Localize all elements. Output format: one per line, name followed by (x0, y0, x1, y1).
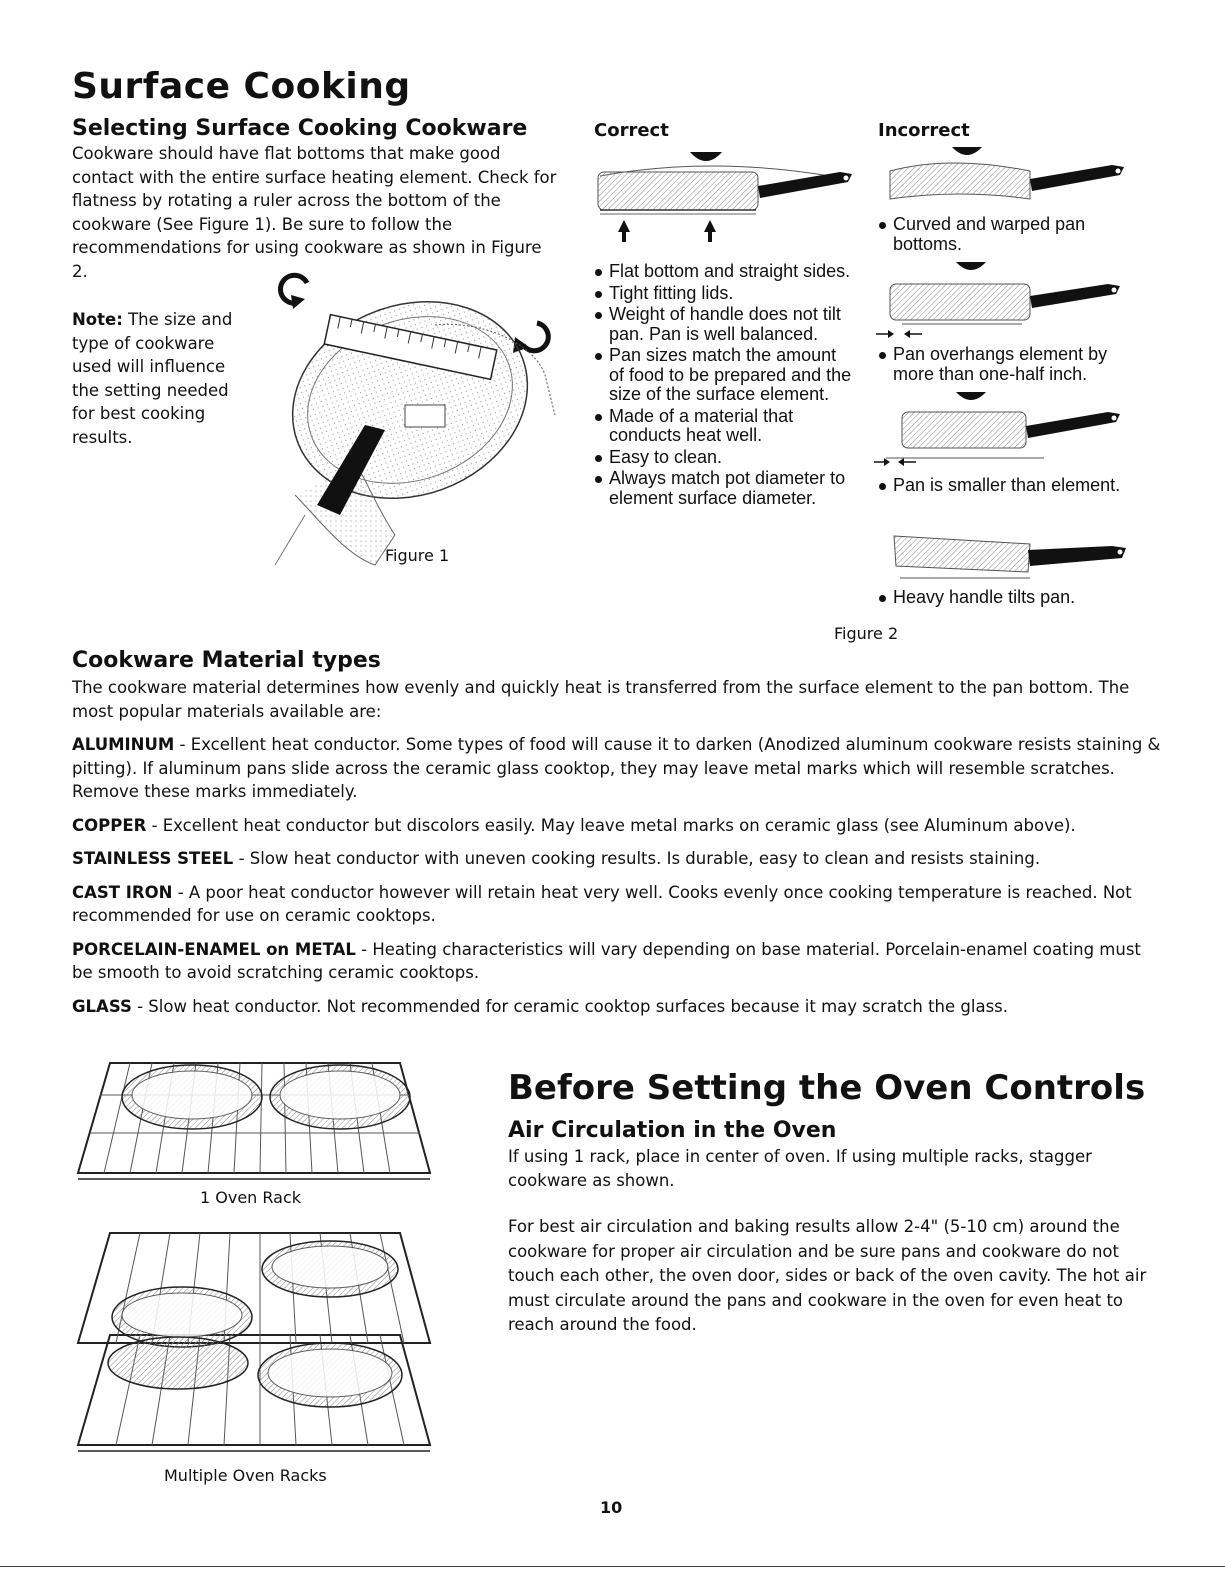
correct-item: Weight of handle does not tilt pan. Pan is well balanced. (594, 305, 856, 344)
note-block (72, 308, 247, 449)
material-name: CAST IRON (72, 882, 173, 902)
small-pan-illustration (872, 392, 1134, 472)
figure1-caption: Figure 1 (385, 546, 450, 565)
correct-item: Flat bottom and straight sides. (594, 262, 856, 282)
material-name: COPPER (72, 815, 147, 835)
material-name: GLASS (72, 996, 132, 1016)
figure1-ruler-illustration (255, 265, 565, 575)
selecting-paragraph: Cookware should have flat bottoms that make good contact with the entire surface heating element. Check for flatness by rotating a ruler across the bottom of the cookware (See Figure 1). Be sure to follow the recommendations for using cookware as shown in Figure 2. (72, 144, 557, 281)
tilting-pan-illustration (880, 530, 1135, 585)
section-heading-selecting-cookware: Selecting Surface Cooking Cookware (72, 116, 528, 141)
material-text: - Excellent heat conductor but discolors easily. May leave metal marks on ceramic glass (see Aluminum above). (151, 815, 1076, 835)
material-text: - Slow heat conductor with uneven cooking results. Is durable, easy to clean and resists staining. (238, 849, 1041, 868)
correct-item: Made of a material that conducts heat well. (594, 407, 856, 446)
note-text: The size and type of cookware used will influence the setting needed for best cooking results. (72, 310, 233, 447)
oven-section-title: Before Setting the Oven Controls (508, 1068, 1146, 1108)
incorrect-item-overhang (878, 345, 1143, 386)
correct-list (594, 262, 856, 510)
incorrect-item-warped (878, 215, 1128, 256)
air-circulation-paragraph-2: For best air circulation and baking results allow 2-4" (5-10 cm) around the cookware for proper air circulation and be sure pans and cookware do not touch each other, the oven door, sides or back of the oven cavity. The hot air must circulate around the pans and cookware in the oven for even heat to reach around the food. (508, 1217, 1147, 1334)
material-copper (72, 814, 1162, 838)
overhang-pan-illustration (872, 262, 1134, 342)
correct-item: Pan sizes match the amount of food to be prepared and the size of the surface element. (594, 346, 856, 405)
page-number: 10 (600, 1498, 623, 1517)
warped-pan-illustration (880, 145, 1140, 207)
material-text: - A poor heat conductor however will retain heat very well. Cooks evenly once cooking temperature is reached. Not recommended for use on ceramic cooktops. (72, 882, 1132, 925)
air-circulation-paragraph-1: If using 1 rack, place in center of oven. If using multiple racks, stagger cookware as shown. (508, 1147, 1092, 1190)
page-bottom-rule (0, 1566, 1225, 1567)
section-heading-materials: Cookware Material types (72, 648, 381, 673)
correct-item: Easy to clean. (594, 448, 856, 468)
material-stainless-steel (72, 847, 1162, 871)
material-glass (72, 995, 1162, 1019)
note-label: Note: (72, 310, 123, 329)
correct-item: Tight fitting lids. (594, 284, 856, 304)
multiple-racks-illustration (70, 1225, 440, 1460)
material-text: - Excellent heat conductor. Some types of food will cause it to darken (Anodized aluminum cookware resists staining & pitting). If aluminum pans slide across the ceramic glass cooktop, they may leave metal marks which will resemble scratches. Remove these marks immediately. (72, 735, 1161, 801)
material-cast-iron (72, 881, 1162, 928)
incorrect-label: Incorrect (878, 120, 970, 141)
materials-section (72, 676, 1162, 1028)
one-rack-caption: 1 Oven Rack (200, 1188, 302, 1207)
material-name: STAINLESS STEEL (72, 849, 234, 868)
incorrect-item: Pan overhangs element by more than one-half inch. (878, 345, 1143, 384)
incorrect-item-tilt (878, 588, 1128, 610)
incorrect-item: Pan is smaller than element. (878, 476, 1128, 496)
incorrect-item-small (878, 476, 1128, 498)
one-rack-illustration (70, 1055, 440, 1185)
material-name: PORCELAIN-ENAMEL on METAL (72, 939, 356, 959)
material-name: ALUMINUM (72, 735, 175, 754)
multiple-racks-caption: Multiple Oven Racks (164, 1466, 327, 1485)
correct-item: Always match pot diameter to element surface diameter. (594, 469, 856, 508)
materials-intro: The cookware material determines how evenly and quickly heat is transferred from the surface element to the pan bottom. The most popular materials available are: (72, 678, 1130, 721)
correct-label: Correct (594, 120, 669, 141)
material-text: - Slow heat conductor. Not recommended for ceramic cooktop surfaces because it may scratch the glass. (137, 996, 1009, 1016)
figure2-caption: Figure 2 (834, 624, 899, 643)
incorrect-item: Curved and warped pan bottoms. (878, 215, 1128, 254)
material-aluminum (72, 733, 1162, 804)
incorrect-item: Heavy handle tilts pan. (878, 588, 1128, 608)
air-circulation-heading: Air Circulation in the Oven (508, 1118, 837, 1143)
material-porcelain-enamel (72, 938, 1162, 985)
page-title: Surface Cooking (72, 66, 411, 107)
correct-pan-illustration (590, 148, 860, 248)
material-text: - Heating characteristics will vary depending on base material. Porcelain-enamel coating must be smooth to avoid scratching ceramic cooktops. (72, 939, 1141, 982)
